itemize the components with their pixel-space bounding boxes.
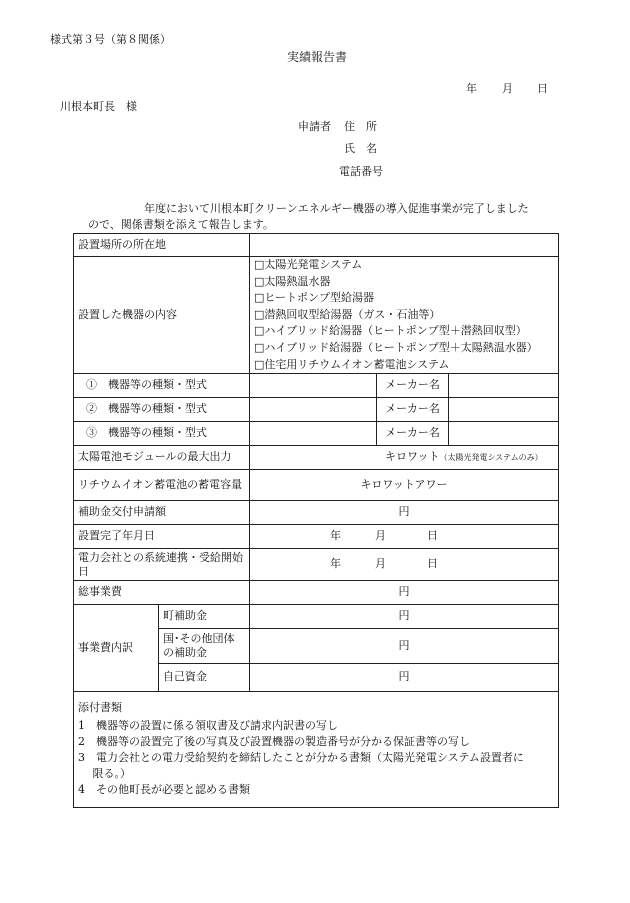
model-row	[74, 374, 559, 398]
model-value[interactable]	[250, 422, 377, 446]
breakdown-row	[74, 605, 559, 629]
model-label: ② 機器等の種類・型式	[74, 398, 250, 422]
addressee: 川根本町長 様	[60, 100, 137, 113]
equipment-row	[74, 257, 559, 374]
total-cost-value[interactable]	[250, 581, 559, 605]
equipment-option-checkbox[interactable]: □ハイブリッド給湯器（ヒートポンプ型＋潜熱回収型）	[254, 324, 527, 338]
attachment-item: 1 機器等の設置に係る領収書及び請求内訳書の写し	[78, 719, 338, 733]
install-date-row	[74, 525, 559, 549]
install-date-value[interactable]	[250, 525, 559, 549]
solar-output-label: 太陽電池モジュールの最大出力	[74, 446, 250, 470]
form-number: 様式第３号（第８関係）	[50, 33, 171, 46]
equipment-option-checkbox[interactable]: □太陽光発電システム	[254, 258, 363, 271]
yen-unit: 円	[398, 609, 410, 623]
grid-date-value[interactable]	[250, 549, 559, 581]
install-date-year: 年	[330, 529, 341, 543]
install-date-label: 設置完了年月日	[74, 525, 250, 549]
equipment-option-checkbox[interactable]: □ハイブリッド給湯器（ヒートポンプ型＋太陽熱温水器）	[254, 340, 538, 354]
breakdown-item-label: 自己資金	[159, 664, 250, 692]
install-date-day: 日	[427, 529, 438, 543]
applicant-label: 申請者	[298, 120, 331, 133]
breakdown-item-value[interactable]	[250, 664, 559, 692]
breakdown-item-label: 町補助金	[159, 605, 250, 629]
attachments-cell	[74, 692, 559, 808]
solar-output-row	[74, 446, 559, 470]
date-day-label: 日	[537, 82, 548, 95]
maker-value[interactable]	[449, 422, 559, 446]
report-form-table	[73, 233, 559, 808]
solar-output-unit: キロワット	[385, 450, 440, 464]
yen-unit: 円	[398, 505, 410, 519]
model-label: ③ 機器等の種類・型式	[74, 422, 250, 446]
breakdown-item-value[interactable]	[250, 629, 559, 664]
maker-label: メーカー名	[377, 422, 449, 446]
battery-capacity-label: リチウムイオン蓄電池の蓄電容量	[74, 470, 250, 501]
attachment-item: 4 その他町長が必要と認める書類	[78, 783, 250, 797]
yen-unit: 円	[398, 670, 410, 684]
location-label: 設置場所の所在地	[74, 234, 250, 257]
intro-text-line-2: ので、関係書類を添えて報告します。	[88, 218, 274, 231]
yen-unit: 円	[398, 638, 410, 652]
equipment-option-checkbox[interactable]: □太陽熱温水器	[254, 274, 331, 288]
model-row	[74, 398, 559, 422]
grid-date-day: 日	[427, 557, 438, 571]
equipment-option-checkbox[interactable]: □潜熱回収型給湯器（ガス・石油等）	[254, 307, 441, 321]
model-value[interactable]	[250, 398, 377, 422]
attachments-title: 添付書類	[78, 701, 122, 715]
total-cost-row	[74, 581, 559, 605]
location-row	[74, 234, 559, 257]
attachment-item: 3 電力会社との電力受給契約を締結したことが分かる書類（太陽光発電システム設置者に	[78, 751, 524, 765]
attachment-item: 限る。）	[78, 767, 131, 781]
attachment-item: 2 機器等の設置完了後の写真及び設置機器の製造番号が分かる保証書等の写し	[78, 735, 470, 749]
yen-unit: 円	[398, 585, 410, 599]
phone-label: 電話番号	[339, 165, 383, 178]
grid-date-row	[74, 549, 559, 581]
model-value[interactable]	[250, 374, 377, 398]
grid-date-year: 年	[330, 557, 341, 571]
equipment-label: 設置した機器の内容	[74, 257, 250, 374]
grid-date-month: 月	[375, 557, 386, 571]
grant-amount-label: 補助金交付申請額	[74, 501, 250, 525]
maker-value[interactable]	[449, 398, 559, 422]
solar-output-value[interactable]	[250, 446, 559, 470]
equipment-option-checkbox[interactable]: □住宅用リチウムイオン蓄電池システム	[254, 357, 450, 371]
install-date-month: 月	[375, 529, 386, 543]
grant-amount-value[interactable]	[250, 501, 559, 525]
maker-label: メーカー名	[377, 374, 449, 398]
date-year-label: 年	[466, 82, 477, 95]
battery-capacity-value[interactable]	[250, 470, 559, 501]
battery-capacity-row	[74, 470, 559, 501]
total-cost-label: 総事業費	[74, 581, 250, 605]
model-label: ① 機器等の種類・型式	[74, 374, 250, 398]
intro-text-line-1: 年度において川根本町クリーンエネルギー機器の導入促進事業が完了しました	[144, 202, 529, 215]
breakdown-label: 事業費内訳	[74, 605, 159, 692]
breakdown-item-value[interactable]	[250, 605, 559, 629]
address-label: 住 所	[344, 120, 377, 133]
name-label: 氏 名	[344, 142, 377, 155]
battery-capacity-unit: キロワットアワー	[360, 477, 448, 491]
equipment-option-checkbox[interactable]: □ヒートポンプ型給湯器	[254, 291, 374, 305]
location-value[interactable]	[250, 234, 559, 257]
grid-date-label: 電力会社との系統連携・受給開始日	[74, 549, 250, 581]
maker-value[interactable]	[449, 374, 559, 398]
breakdown-item-label: 国･その他団体の補助金	[159, 629, 250, 664]
solar-output-note: （太陽光発電システムのみ）	[439, 453, 543, 463]
model-row	[74, 422, 559, 446]
date-month-label: 月	[502, 82, 513, 95]
grant-amount-row	[74, 501, 559, 525]
attachments-row	[74, 692, 559, 808]
page-title: 実績報告書	[287, 50, 348, 64]
equipment-options	[250, 257, 559, 374]
maker-label: メーカー名	[377, 398, 449, 422]
